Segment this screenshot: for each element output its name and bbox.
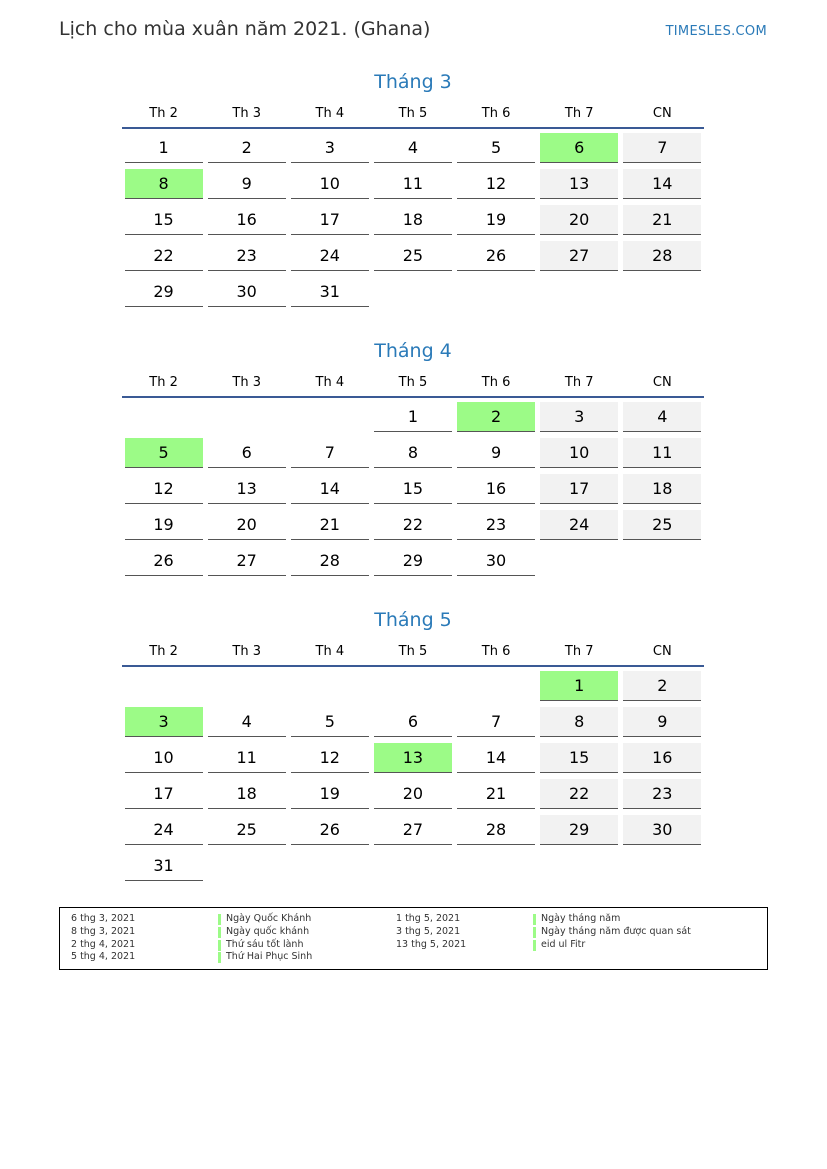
day-cell: 5 [457,133,535,163]
day-cell: 11 [374,169,452,199]
day-cell: 9 [457,438,535,468]
legend-color-bar [533,914,536,925]
weekday-label: Th 2 [149,644,178,659]
day-cell: 15 [125,205,203,235]
month-title: Tháng 4 [374,340,452,362]
legend-date: 13 thg 5, 2021 [396,938,467,950]
day-cell: 4 [374,133,452,163]
day-cell: 2 [623,671,701,701]
day-cell: 1 [374,402,452,432]
day-cell: 9 [208,169,286,199]
day-cell: 17 [540,474,618,504]
day-cell: 14 [623,169,701,199]
legend-date: 8 thg 3, 2021 [71,925,136,937]
weekday-label: Th 7 [564,644,594,659]
day-cell: 13 [208,474,286,504]
day-cell: 25 [208,815,286,845]
day-cell: 28 [457,815,535,845]
weekday-label: Th 5 [398,106,428,121]
legend-holiday-name: Thứ Hai Phục Sinh [226,951,313,963]
holiday-day-cell: 1 [540,671,618,701]
holiday-day-cell: 3 [125,707,203,737]
day-cell: 24 [291,241,369,271]
day-cell: 8 [540,707,618,737]
day-cell: 22 [125,241,203,271]
day-cell: 26 [291,815,369,845]
holiday-day-cell: 8 [125,169,203,199]
day-cell: 16 [208,205,286,235]
day-cell: 26 [457,241,535,271]
weekday-label: Th 3 [232,644,261,659]
weekday-label: Th 6 [481,375,511,390]
legend-holiday-name: Ngày tháng năm [541,913,621,924]
day-cell: 17 [291,205,369,235]
legend-holiday-name: Thứ sáu tốt lành [226,938,304,950]
day-cell: 15 [374,474,452,504]
day-cell: 7 [623,133,701,163]
day-cell: 22 [374,510,452,540]
holiday-day-cell: 2 [457,402,535,432]
day-cell: 16 [457,474,535,504]
legend-date: 5 thg 4, 2021 [71,951,136,963]
day-cell: 24 [540,510,618,540]
page-title: Lịch cho mùa xuân năm 2021. (Ghana) [59,18,431,40]
day-cell: 6 [208,438,286,468]
day-cell: 14 [291,474,369,504]
weekday-label: Th 5 [398,644,428,659]
day-cell: 18 [623,474,701,504]
legend-color-bar [218,914,221,925]
day-cell: 10 [540,438,618,468]
day-cell: 6 [374,707,452,737]
weekday-label: CN [652,375,672,390]
day-cell: 3 [540,402,618,432]
day-cell: 21 [457,779,535,809]
day-cell: 11 [208,743,286,773]
empty-cell [125,402,203,432]
day-cell: 4 [623,402,701,432]
weekday-header [122,639,704,667]
legend-date: 6 thg 3, 2021 [71,913,136,924]
legend-holiday-name: eid ul Fitr [541,938,586,950]
day-cell: 7 [291,438,369,468]
weekday-label: Th 5 [398,375,428,390]
day-cell: 27 [208,546,286,576]
weekday-header [122,101,704,129]
weekday-label: CN [652,644,672,659]
month-block [122,67,704,313]
day-cell: 5 [291,707,369,737]
day-cell: 13 [540,169,618,199]
day-cell: 12 [291,743,369,773]
day-cell: 21 [291,510,369,540]
day-cell: 18 [208,779,286,809]
empty-cell [291,671,369,701]
day-cell: 30 [457,546,535,576]
site-brand[interactable]: TIMESLES.COM [665,24,767,39]
day-cell: 22 [540,779,618,809]
weekday-label: CN [652,106,672,121]
day-cell: 25 [623,510,701,540]
day-cell: 12 [125,474,203,504]
weekday-label: Th 2 [149,106,178,121]
month-title: Tháng 3 [374,71,452,93]
day-cell: 21 [623,205,701,235]
day-grid [122,402,704,582]
weekday-label: Th 4 [315,375,345,390]
day-cell: 18 [374,205,452,235]
day-cell: 23 [208,241,286,271]
day-cell: 31 [125,851,203,881]
day-grid [122,671,704,887]
empty-cell [208,402,286,432]
day-cell: 15 [540,743,618,773]
legend-holiday-name: Ngày Quốc Khánh [226,913,312,924]
weekday-header [122,370,704,398]
legend-color-bar [218,940,221,951]
weekday-label: Th 6 [481,644,511,659]
month-block [122,605,704,887]
day-cell: 20 [374,779,452,809]
day-cell: 4 [208,707,286,737]
month-block [122,336,704,582]
weekday-label: Th 6 [481,106,511,121]
day-cell: 3 [291,133,369,163]
legend-color-bar [533,940,536,951]
day-cell: 1 [125,133,203,163]
day-cell: 19 [291,779,369,809]
day-cell: 30 [623,815,701,845]
day-cell: 27 [540,241,618,271]
day-cell: 7 [457,707,535,737]
day-cell: 30 [208,277,286,307]
day-cell: 24 [125,815,203,845]
day-cell: 19 [457,205,535,235]
day-cell: 29 [374,546,452,576]
day-cell: 28 [623,241,701,271]
day-cell: 28 [291,546,369,576]
month-title: Tháng 5 [374,609,452,631]
day-cell: 2 [208,133,286,163]
day-cell: 11 [623,438,701,468]
weekday-label: Th 7 [564,375,594,390]
day-cell: 12 [457,169,535,199]
legend-color-bar [533,927,536,938]
weekday-label: Th 4 [315,106,345,121]
holiday-day-cell: 6 [540,133,618,163]
holiday-legend [59,907,768,970]
day-cell: 29 [540,815,618,845]
weekday-label: Th 4 [315,644,345,659]
empty-cell [374,671,452,701]
day-cell: 8 [374,438,452,468]
legend-holiday-name: Ngày tháng năm được quan sát [541,925,691,937]
day-grid [122,133,704,313]
day-cell: 17 [125,779,203,809]
day-cell: 25 [374,241,452,271]
day-cell: 31 [291,277,369,307]
legend-holiday-name: Ngày quốc khánh [226,925,310,937]
day-cell: 14 [457,743,535,773]
weekday-label: Th 3 [232,375,261,390]
day-cell: 9 [623,707,701,737]
empty-cell [457,671,535,701]
day-cell: 23 [457,510,535,540]
day-cell: 20 [540,205,618,235]
day-cell: 10 [125,743,203,773]
day-cell: 20 [208,510,286,540]
day-cell: 29 [125,277,203,307]
empty-cell [208,671,286,701]
day-cell: 16 [623,743,701,773]
empty-cell [291,402,369,432]
weekday-label: Th 7 [564,106,594,121]
day-cell: 10 [291,169,369,199]
day-cell: 23 [623,779,701,809]
legend-date: 3 thg 5, 2021 [396,925,461,937]
holiday-day-cell: 13 [374,743,452,773]
empty-cell [125,671,203,701]
day-cell: 19 [125,510,203,540]
legend-color-bar [218,952,221,963]
weekday-label: Th 2 [149,375,178,390]
weekday-label: Th 3 [232,106,261,121]
legend-color-bar [218,927,221,938]
day-cell: 27 [374,815,452,845]
legend-date: 2 thg 4, 2021 [71,938,136,950]
legend-date: 1 thg 5, 2021 [396,913,461,924]
day-cell: 26 [125,546,203,576]
holiday-day-cell: 5 [125,438,203,468]
